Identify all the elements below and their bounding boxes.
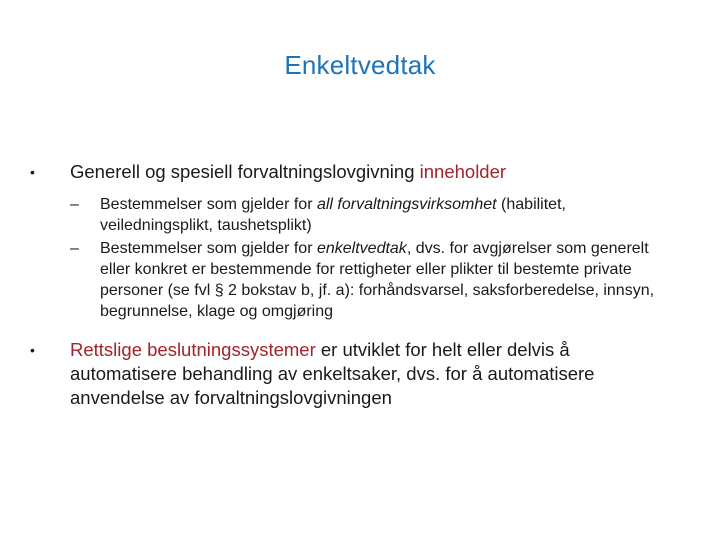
sub-bullet-list [30,194,680,322]
sub-bullet-1-italic: all forvaltningsvirksomhet [316,196,497,213]
slide-body [30,160,680,420]
bullet-marker: • [30,342,35,358]
dash-marker: – [70,240,79,257]
sub-bullet-item-2 [30,238,680,322]
dash-marker: – [70,196,79,213]
bullet-1-text: Generell og spesiell forvaltningslovgivning [70,161,420,182]
slide-title: Enkeltvedtak [284,50,436,80]
sub-bullet-item-1 [30,194,680,236]
sub-bullet-2-text-after: , dvs. for avgjørelser som generelt eller konkret er bestemmende for rettigheter eller plikter til bestemte private personer (se fvl § 2 bokstav b, jf. a): forhåndsvarsel, saksforberedelse, innsyn, begrunnelse, klage og omgjøring [100,240,655,320]
bullet-item-2 [30,338,680,410]
bullet-item-1 [30,160,680,184]
bullet-2-text: er utviklet for helt eller delvis å automatisere behandling av enkeltsaker, dvs. for å automatisere anvendelse av forvaltningslovgivningen [70,339,595,408]
bullet-1-highlight: inneholder [419,161,507,182]
sub-bullet-1-text-after: (habilitet, veiledningsplikt, taushetsplikt) [100,196,566,234]
bullet-marker: • [30,164,35,180]
sub-bullet-2-text-before: Bestemmelser som gjelder for [100,240,317,257]
sub-bullet-1-text-before: Bestemmelser som gjelder for [100,196,317,213]
bullet-2-highlight: Rettslige beslutningssystemer [70,339,316,360]
sub-bullet-2-italic: enkeltvedtak [316,240,407,257]
